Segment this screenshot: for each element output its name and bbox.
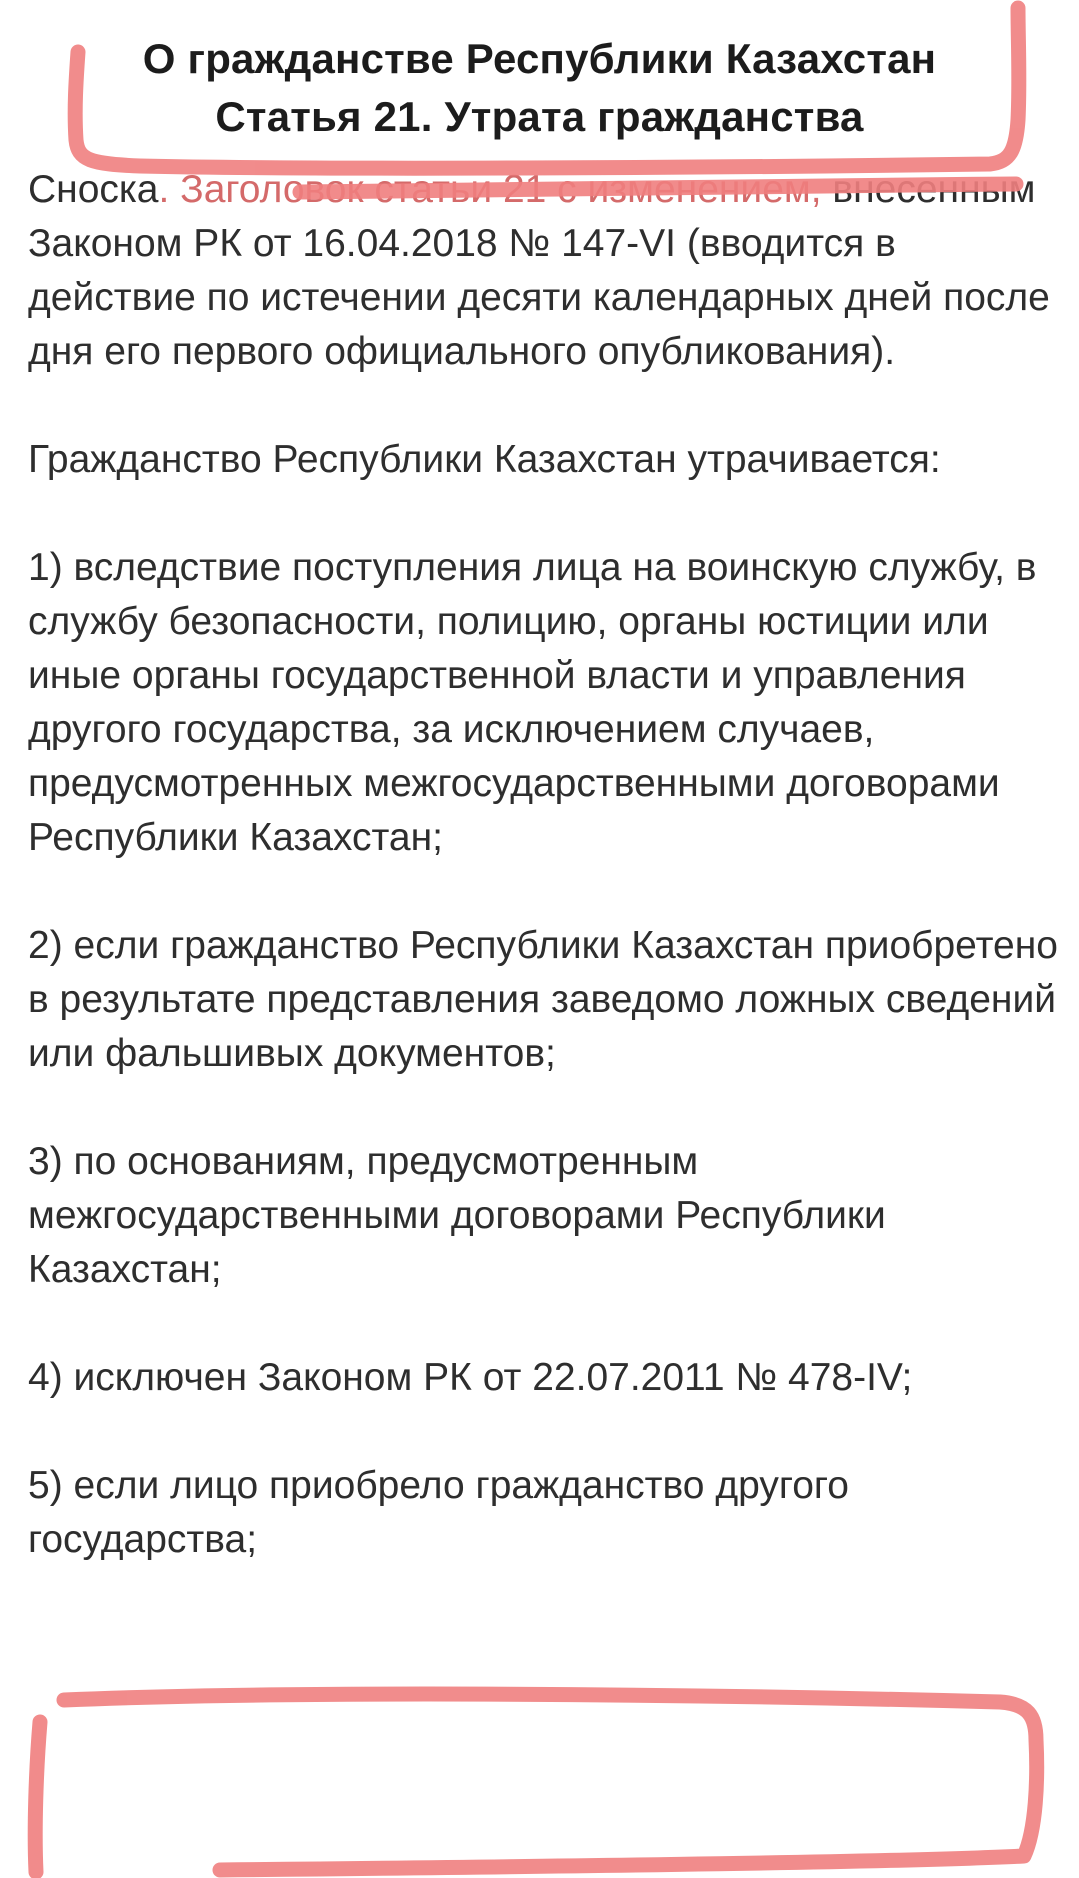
footnote-prefix: Сноска xyxy=(28,168,159,211)
list-item: 5) если лицо приобрело гражданство другого государства; xyxy=(28,1464,849,1561)
list-item: 4) исключен Законом РК от 22.07.2011 № 478-IV; xyxy=(28,1356,913,1399)
intro-paragraph: Гражданство Республики Казахстан утрачивается: xyxy=(28,438,941,481)
article-body xyxy=(28,163,1058,1567)
list-item: 1) вследствие поступления лица на воинскую службу, в службу безопасности, полицию, органы юстиции или иные органы государственной власти и управления другого государства, за исключением случаев, предусмотренных межгосударственными договорами Республики Казахстан; xyxy=(28,546,1037,859)
footnote-highlighted: . Заголовок статьи 21 с изменением, xyxy=(158,168,822,211)
law-title: О гражданстве Республики Казахстан xyxy=(142,35,937,82)
list-item: 3) по основаниям, предусмотренным межгосударственными договорами Республики Казахстан; xyxy=(28,1140,886,1291)
item5-marker-top xyxy=(64,1694,1037,1870)
footnote-rest: внесенным Законом РК от 16.04.2018 № 147-VI (вводится в действие по истечении десяти календарных дней после дня его первого официального опубликования). xyxy=(28,168,1050,373)
article-title: Статья 21. Утрата гражданства xyxy=(215,93,864,140)
article-header xyxy=(0,30,1079,146)
item5-marker-outline xyxy=(35,1722,40,1872)
footnote xyxy=(28,163,1058,379)
list-item: 2) если гражданство Республики Казахстан приобретено в результате представления заведомо ложных сведений или фальшивых документов; xyxy=(28,924,1058,1075)
